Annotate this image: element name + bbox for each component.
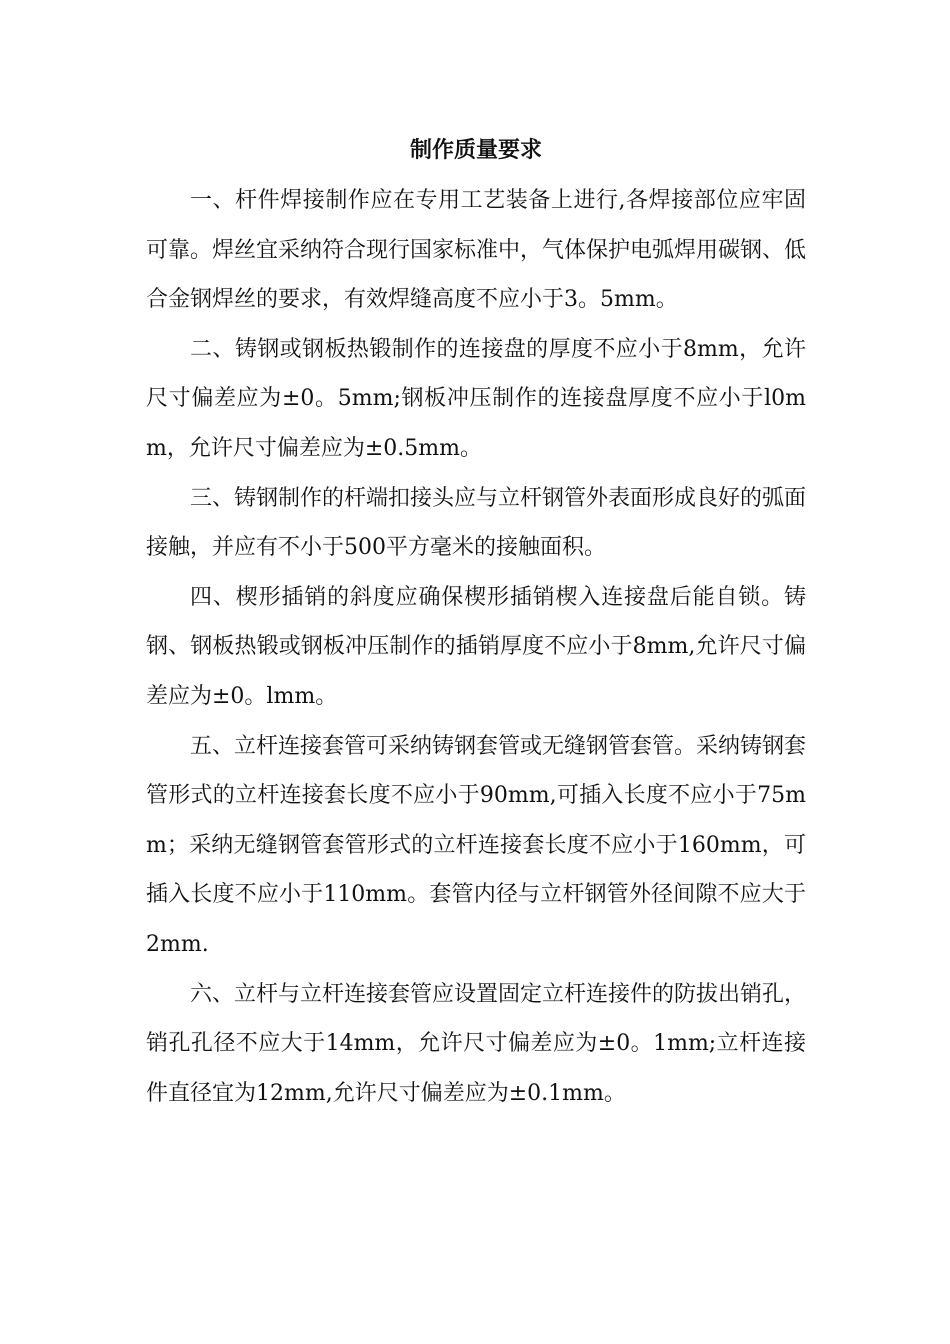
- document-body: [146, 128, 806, 1118]
- paragraph-6: 六、立杆与立杆连接套管应设置固定立杆连接件的防拔出销孔，销孔孔径不应大于14mm，允许尺寸偏差应为±0。1mm;立杆连接件直径宜为12mm,允许尺寸偏差应为±0.1mm。: [146, 981, 807, 1106]
- paragraph-3: 三、铸钢制作的杆端扣接头应与立杆钢管外表面形成良好的弧面接触，并应有不小于500平方毫米的接触面积。: [146, 485, 807, 561]
- paragraph-4: 四、楔形插销的斜度应确保楔形插销楔入连接盘后能自锁。铸钢、钢板热锻或钢板冲压制作的插销厚度不应小于8mm,允许尺寸偏差应为±0。lmm。: [146, 584, 806, 709]
- paragraph-5: 五、立杆连接套管可采纳铸钢套管或无缝钢管套管。采纳铸钢套管形式的立杆连接套长度不应小于90mm,可插入长度不应小于75mm；采纳无缝钢管套管形式的立杆连接套长度不应小于160mm，可插入长度不应小于110mm。套管内径与立杆钢管外径间隙不应大于2mm.: [146, 733, 807, 957]
- paragraph-2: 二、铸钢或钢板热锻制作的连接盘的厚度不应小于8mm，允许尺寸偏差应为±0。5mm;钢板冲压制作的连接盘厚度不应小于l0mm，允许尺寸偏差应为±0.5mm。: [146, 336, 806, 461]
- paragraph-1: 一、杆件焊接制作应在专用工艺装备上进行,各焊接部位应牢固可靠。焊丝宜采纳符合现行国家标准中，气体保护电弧焊用碳钢、低合金钢焊丝的要求，有效焊缝高度不应小于3。5mm。: [146, 188, 807, 313]
- document-title: 制作质量要求: [409, 137, 542, 163]
